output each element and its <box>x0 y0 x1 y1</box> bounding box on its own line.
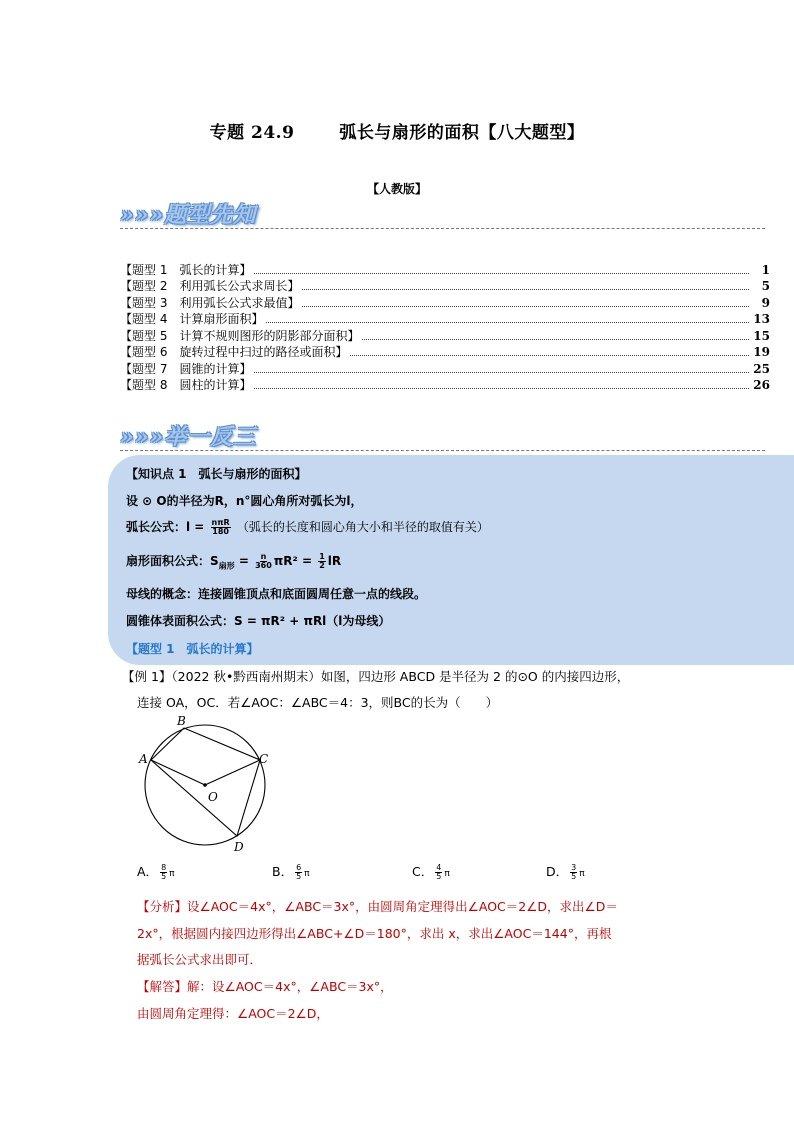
option-letter: D． <box>546 864 569 879</box>
toc-label: 【题型 5 计算不规则图形的阴影部分面积】 <box>120 328 360 343</box>
analysis-line-3: 据弧长公式求出即可． <box>137 952 263 967</box>
arc-fraction <box>211 519 231 536</box>
toc-leader <box>350 355 749 356</box>
page-title <box>0 118 794 143</box>
toc-page: 25 <box>753 361 770 376</box>
answer-text-1: 解：设∠AOC＝4x°，∠ABC＝3x°， <box>187 979 393 994</box>
answer-line-2: 由圆周角定理得：∠AOC＝2∠D， <box>137 1006 329 1021</box>
label-c: C <box>259 752 269 766</box>
toc-item[interactable] <box>120 376 770 393</box>
option-letter: B． <box>272 864 294 879</box>
knowledge-heading: 【知识点 1 弧长与扇形的面积】 <box>126 467 307 481</box>
option-b[interactable] <box>272 862 310 881</box>
toc-page: 5 <box>761 279 770 293</box>
divider <box>120 228 765 229</box>
option-num: 4 <box>436 863 442 872</box>
option-num: 8 <box>161 863 167 872</box>
segment-oc <box>205 760 260 785</box>
label-a: A <box>139 752 148 766</box>
option-fraction <box>435 864 442 881</box>
arc-denominator: 180 <box>212 527 229 536</box>
title-number: 专题 24.9 <box>209 123 295 143</box>
toc-label: 【题型 6 旋转过程中扫过的路径或面积】 <box>120 345 348 359</box>
analysis-line-2: 2x°，根据圆内接四边形得出∠ABC+∠D＝180°，求出 x，求出∠AOC＝144°，再根 <box>137 926 612 941</box>
option-a[interactable] <box>137 862 175 881</box>
toc-label: 【题型 8 圆柱的计算】 <box>120 378 252 392</box>
toc-item[interactable] <box>120 359 770 376</box>
example-line-2: 连接 OA，OC．若∠AOC：∠ABC＝4：3，则BC的长为（ ） <box>137 695 499 710</box>
option-pi: π <box>444 869 450 879</box>
sector-subscript: 扇形 <box>218 561 235 571</box>
option-num: 3 <box>571 863 577 872</box>
option-den: 5 <box>571 872 577 881</box>
toc-page: 1 <box>761 262 770 277</box>
knowledge-definition: 设 ⊙ O的半径为R，n°圆心角所对弧长为l， <box>126 494 363 508</box>
toc-label: 【题型 4 计算扇形面积】 <box>120 312 264 326</box>
sector-mid: πR² = <box>273 554 317 568</box>
toc-item[interactable] <box>120 277 770 294</box>
toc-page: 26 <box>753 378 770 392</box>
center-point <box>203 783 207 787</box>
arc-formula-note: （弧长的长度和圆心角大小和半径的取值有关） <box>236 520 489 534</box>
section-banner-examples: »»»举一反三 <box>120 424 257 450</box>
circle-diagram <box>135 715 275 855</box>
option-fraction <box>570 864 577 881</box>
option-c[interactable] <box>412 862 450 881</box>
toc-item[interactable] <box>120 293 770 310</box>
analysis-tag: 【分析】 <box>137 899 188 914</box>
option-pi: π <box>579 869 585 879</box>
sector-numerator: n <box>260 552 267 561</box>
sector-fraction <box>255 553 272 570</box>
edition-label: 【人教版】 <box>366 182 427 196</box>
toc-label: 【题型 1 弧长的计算】 <box>120 262 252 277</box>
divider <box>120 450 765 451</box>
analysis-line-1 <box>137 897 618 915</box>
option-fraction <box>160 864 167 881</box>
toc-item[interactable] <box>120 343 770 360</box>
toc-page: 13 <box>753 312 770 326</box>
question-type-heading: 【题型 1 弧长的计算】 <box>126 642 259 656</box>
sector-denominator-2: 2 <box>319 561 325 570</box>
table-of-contents <box>120 260 770 392</box>
title-name: 弧长与扇形的面积【八大题型】 <box>339 123 585 143</box>
sector-fraction-2 <box>318 553 326 570</box>
toc-label: 【题型 3 利用弧长公式求最值】 <box>120 295 300 310</box>
toc-leader <box>254 372 749 373</box>
label-d: D <box>234 840 244 854</box>
toc-leader <box>266 322 749 323</box>
answer-tag: 【解答】 <box>137 979 188 994</box>
section-banner-preview: »»»题型先知 <box>120 202 257 228</box>
toc-item[interactable] <box>120 310 770 327</box>
toc-page: 19 <box>753 345 770 359</box>
generatrix-definition: 母线的概念：连接圆锥顶点和底面圆周任意一点的线段。 <box>126 587 427 601</box>
toc-leader <box>254 388 749 389</box>
cone-surface-formula: 圆锥体表面积公式：S = πR² + πRl（l为母线） <box>126 614 391 628</box>
option-letter: A． <box>137 864 159 879</box>
example-line-1: 【例 1】（2022 秋•黔西南州期末）如图，四边形 ABCD 是半径为 2 的⊙O 的内接四边形， <box>122 669 630 684</box>
sector-prefix: 扇形面积公式：S <box>126 554 219 568</box>
toc-page: 9 <box>761 295 770 310</box>
quadrilateral-abcd <box>151 728 260 836</box>
sector-area-formula <box>126 552 341 571</box>
arc-formula-prefix: 弧长公式：l = <box>126 520 209 534</box>
option-num: 6 <box>296 863 302 872</box>
option-den: 5 <box>161 872 167 881</box>
toc-item[interactable] <box>120 326 770 343</box>
toc-item[interactable] <box>120 260 770 277</box>
toc-leader <box>254 273 749 274</box>
toc-leader <box>302 306 749 307</box>
answer-line-1 <box>137 977 393 995</box>
toc-label: 【题型 7 圆锥的计算】 <box>120 361 252 376</box>
label-b: B <box>177 715 186 728</box>
analysis-text-1: 设∠AOC＝4x°，∠ABC＝3x°，由圆周角定理得出∠AOC＝2∠D，求出∠D＝ <box>187 899 618 914</box>
option-d[interactable] <box>546 862 585 881</box>
sector-denominator: 360 <box>255 561 272 570</box>
toc-page: 15 <box>753 328 770 343</box>
option-pi: π <box>169 869 175 879</box>
arc-numerator: nπR <box>211 518 230 527</box>
sector-eq: = <box>234 554 254 568</box>
option-letter: C． <box>412 864 434 879</box>
toc-label: 【题型 2 利用弧长公式求周长】 <box>120 279 300 293</box>
option-den: 5 <box>436 872 442 881</box>
toc-leader <box>362 339 749 340</box>
segment-oa <box>151 760 205 785</box>
option-pi: π <box>304 869 310 879</box>
label-o: O <box>208 790 218 804</box>
option-den: 5 <box>296 872 302 881</box>
option-fraction <box>295 864 302 881</box>
toc-leader <box>302 289 749 290</box>
sector-end: lR <box>327 554 342 568</box>
sector-numerator-2: 1 <box>319 552 325 561</box>
arc-length-formula <box>126 518 489 536</box>
